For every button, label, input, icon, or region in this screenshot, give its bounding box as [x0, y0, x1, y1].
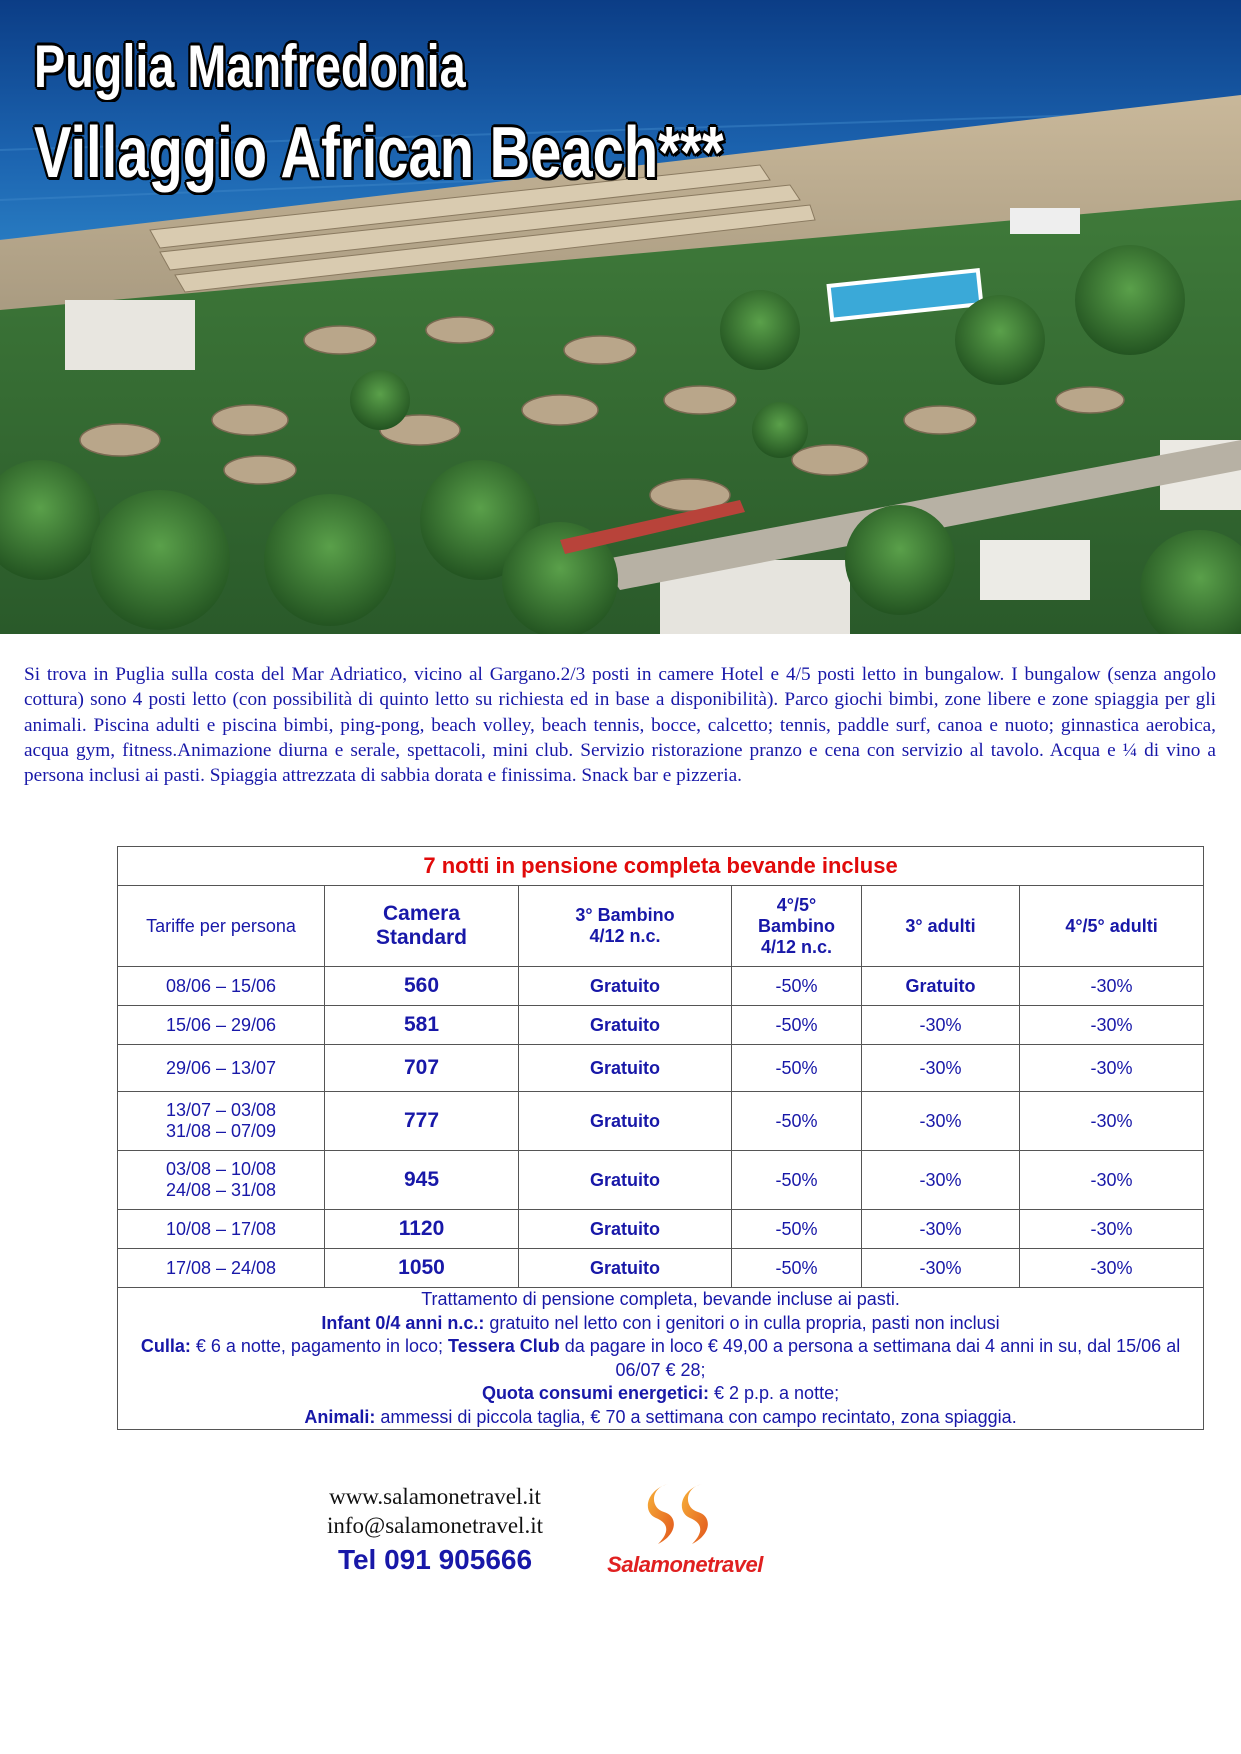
table-row — [118, 1249, 1204, 1288]
hero-photo — [0, 0, 1241, 634]
period-cell: 10/08 – 17/08 — [118, 1210, 325, 1249]
fourth-fifth-adult-cell: -30% — [1020, 1092, 1204, 1151]
note-pets: Animali: ammessi di piccola taglia, € 70 a settimana con campo recintato, zona spiaggia. — [304, 1406, 1017, 1427]
fourth-fifth-adult-cell: -30% — [1020, 1006, 1204, 1045]
table-row — [118, 1210, 1204, 1249]
price-cell: 945 — [325, 1151, 519, 1210]
fourth-fifth-child-cell: -50% — [732, 1210, 862, 1249]
salamone-travel-logo — [598, 1478, 772, 1588]
table-row — [118, 967, 1204, 1006]
price-cell: 581 — [325, 1006, 519, 1045]
third-child-cell: Gratuito — [519, 1006, 732, 1045]
third-child-cell: Gratuito — [519, 1249, 732, 1288]
fourth-fifth-child-cell: -50% — [732, 1045, 862, 1092]
table-header-row — [118, 886, 1204, 967]
third-adult-cell: -30% — [862, 1006, 1020, 1045]
header-fourth-fifth-child: 4°/5° Bambino 4/12 n.c. — [732, 886, 862, 967]
note-board: Trattamento di pensione completa, bevande incluse ai pasti. — [421, 1289, 900, 1309]
resort-description: Si trova in Puglia sulla costa del Mar Adriatico, vicino al Gargano.2/3 posti in camere Hotel e 4/5 posti letto in bungalow. I bungalow (senza angolo cottura) sono 4 posti letto (con possibilità di quinto letto su richiesta ed in base a disponibilità). Parco giochi bimbi, zone libere e zone spiaggia per gli animali. Piscina adulti e piscina bimbi, ping-pong, beach volley, beach tennis, bocce, calcetto; tennis, paddle surf, canoa e nuoto; ginnastica aerobica, acqua gym, fitness.Animazione diurna e serale, spettacoli, mini club. Servizio ristorazione pranzo e cena con servizio al tavolo. Acqua e ¼ di vino a persona inclusi ai pasti. Spiaggia attrezzata di sabbia dorata e finissima. Snack bar e pizzeria. — [24, 664, 1216, 787]
third-adult-cell: -30% — [862, 1092, 1020, 1151]
website-link[interactable]: www.salamonetravel.it — [329, 1484, 541, 1509]
fourth-fifth-child-cell: -50% — [732, 1151, 862, 1210]
period-cell: 08/06 – 15/06 — [118, 967, 325, 1006]
third-adult-cell: -30% — [862, 1210, 1020, 1249]
third-child-cell: Gratuito — [519, 1045, 732, 1092]
header-fourth-fifth-adult: 4°/5° adulti — [1020, 886, 1204, 967]
fourth-fifth-child-cell: -50% — [732, 967, 862, 1006]
table-row — [118, 1151, 1204, 1210]
fourth-fifth-child-cell: -50% — [732, 1092, 862, 1151]
third-adult-cell: -30% — [862, 1045, 1020, 1092]
table-caption: 7 notti in pensione completa bevande incluse — [118, 847, 1204, 886]
header-third-adult: 3° adulti — [862, 886, 1020, 967]
fourth-fifth-child-cell: -50% — [732, 1249, 862, 1288]
price-cell: 707 — [325, 1045, 519, 1092]
fourth-fifth-adult-cell: -30% — [1020, 967, 1204, 1006]
period-cell: 17/08 – 24/08 — [118, 1249, 325, 1288]
third-child-cell: Gratuito — [519, 1092, 732, 1151]
table-row — [118, 1092, 1204, 1151]
logo-swirl-icon — [598, 1478, 772, 1558]
third-adult-cell: -30% — [862, 1151, 1020, 1210]
fourth-fifth-child-cell: -50% — [732, 1006, 862, 1045]
price-cell: 1050 — [325, 1249, 519, 1288]
third-child-cell: Gratuito — [519, 1151, 732, 1210]
fourth-fifth-adult-cell: -30% — [1020, 1210, 1204, 1249]
hero-title-location: Puglia Manfredonia — [34, 33, 466, 100]
contact-block — [300, 1482, 570, 1576]
period-cell: 29/06 – 13/07 — [118, 1045, 325, 1092]
header-third-child: 3° Bambino 4/12 n.c. — [519, 886, 732, 967]
period-cell: 13/07 – 03/08 31/08 – 07/09 — [118, 1092, 325, 1151]
note-infant: Infant 0/4 anni n.c.: gratuito nel letto con i genitori o in culla propria, pasti non inclusi — [321, 1312, 1000, 1333]
fourth-fifth-adult-cell: -30% — [1020, 1249, 1204, 1288]
period-cell: 15/06 – 29/06 — [118, 1006, 325, 1045]
table-row — [118, 1006, 1204, 1045]
email-link[interactable]: info@salamonetravel.it — [327, 1513, 543, 1538]
phone-number[interactable]: Tel 091 905666 — [337, 1544, 533, 1575]
header-standard-room: Camera Standard — [325, 886, 519, 967]
hero-title-resort: Villaggio African Beach*** — [34, 113, 724, 193]
third-child-cell: Gratuito — [519, 1210, 732, 1249]
third-child-cell: Gratuito — [519, 967, 732, 1006]
table-row — [118, 1045, 1204, 1092]
price-cell: 1120 — [325, 1210, 519, 1249]
logo-wordmark: Salamonetravel — [607, 1552, 763, 1577]
period-cell: 03/08 – 10/08 24/08 – 31/08 — [118, 1151, 325, 1210]
fourth-fifth-adult-cell: -30% — [1020, 1045, 1204, 1092]
price-cell: 560 — [325, 967, 519, 1006]
table-caption-row — [118, 847, 1204, 886]
price-cell: 777 — [325, 1092, 519, 1151]
third-adult-cell: -30% — [862, 1249, 1020, 1288]
price-table — [117, 846, 1204, 1430]
note-energy: Quota consumi energetici: € 2 p.p. a notte; — [481, 1383, 840, 1403]
note-cot-club: Culla: € 6 a notte, pagamento in loco; Tessera Club da pagare in loco € 49,00 a persona a settimana dai 4 anni in su, dal 15/06 al 06/07 € 28; — [140, 1336, 1181, 1380]
third-adult-cell: Gratuito — [862, 967, 1020, 1006]
notes-row — [118, 1288, 1204, 1430]
fourth-fifth-adult-cell: -30% — [1020, 1151, 1204, 1210]
notes-cell — [118, 1288, 1204, 1430]
header-rates-per-person: Tariffe per persona — [118, 886, 325, 967]
